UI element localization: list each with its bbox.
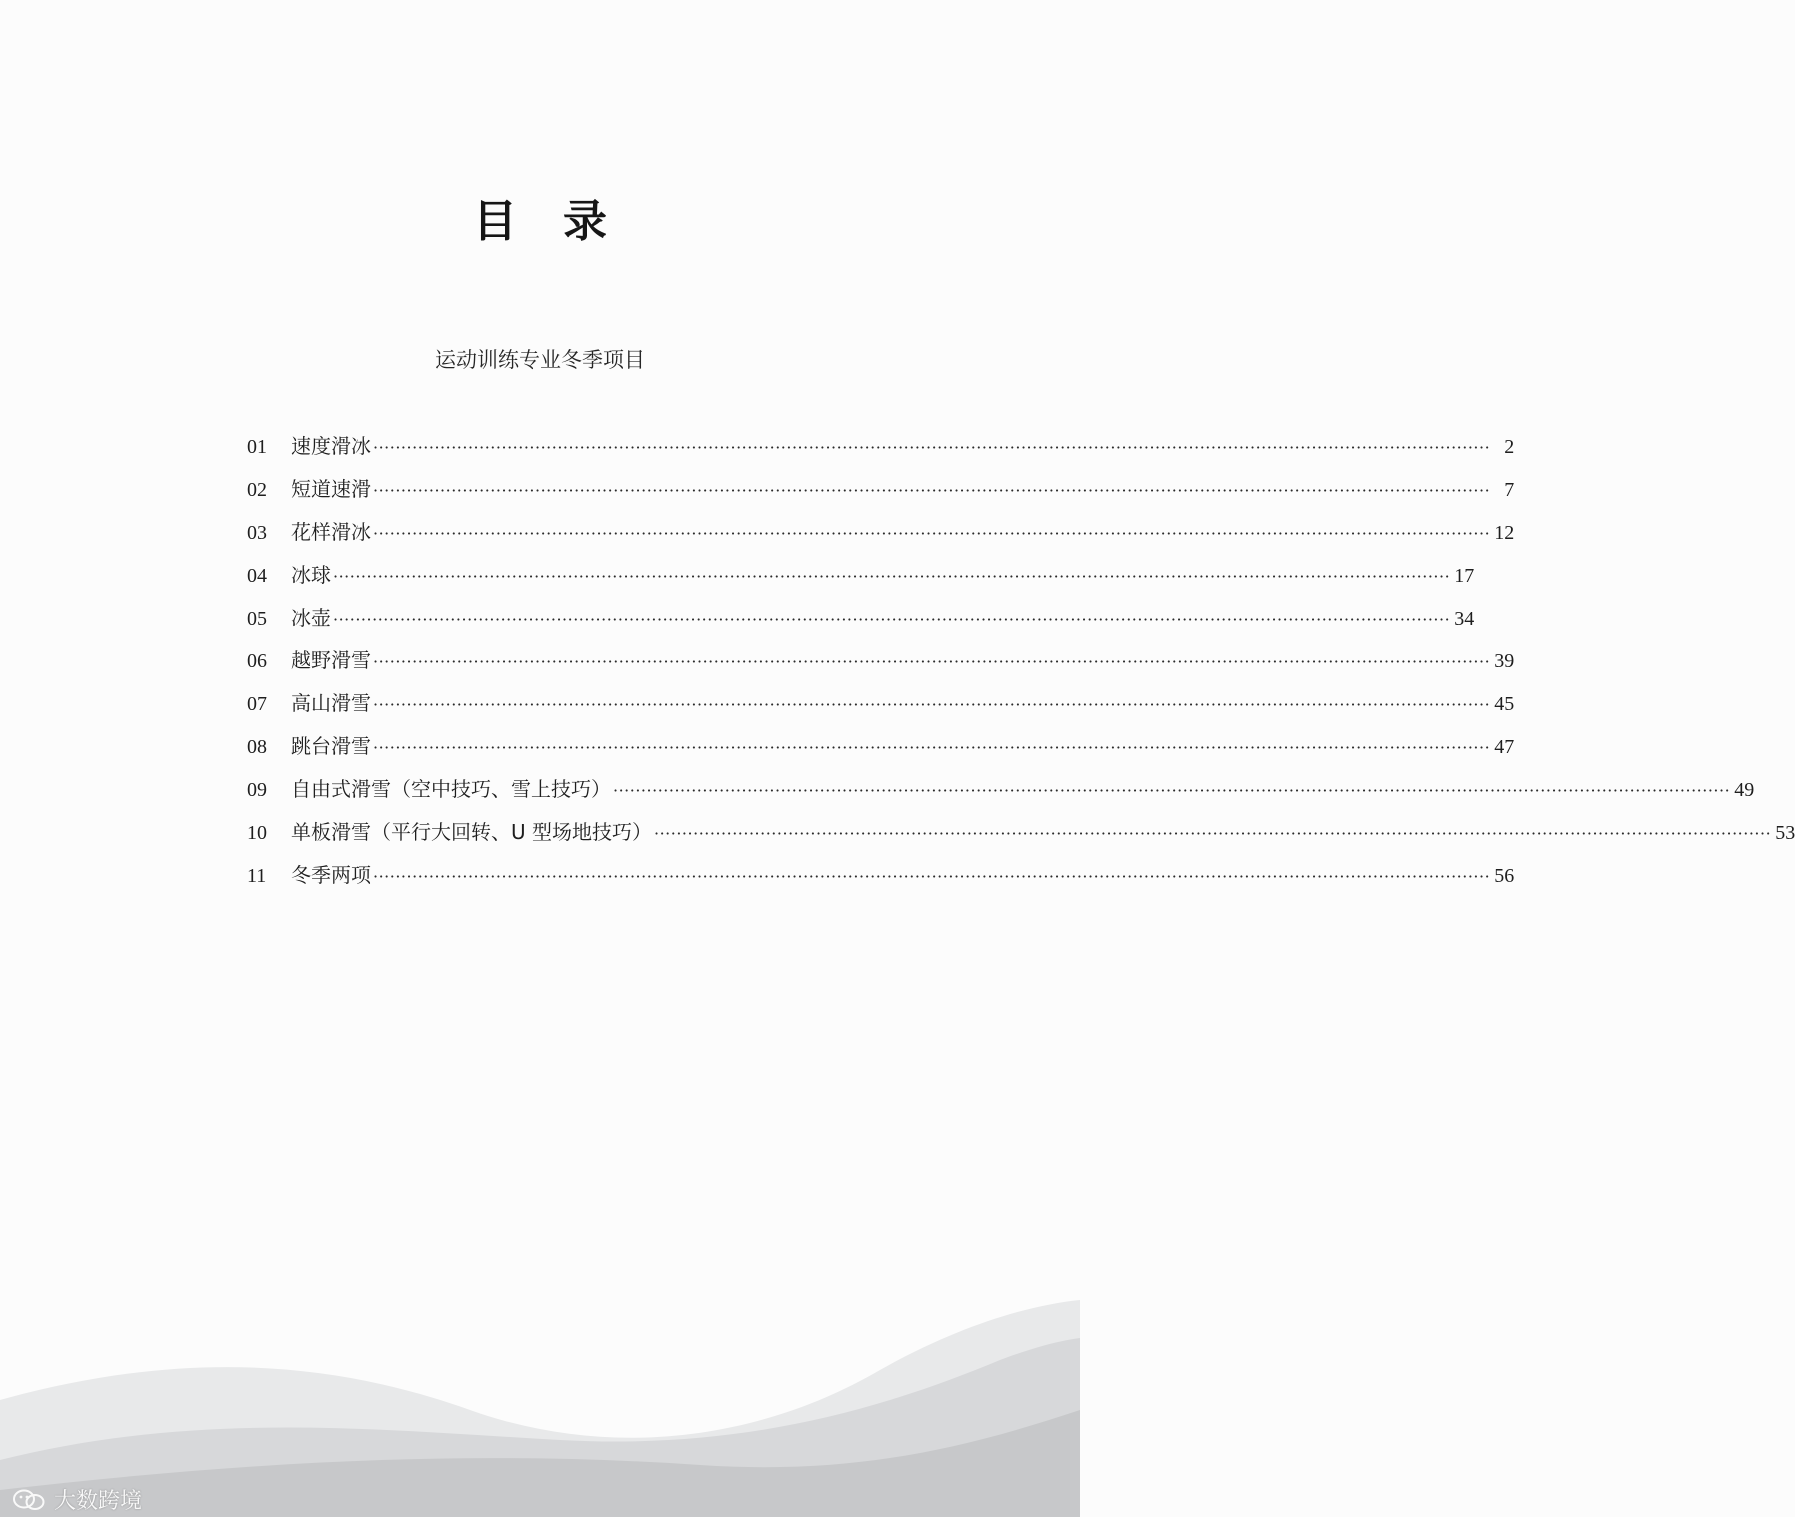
toc-leader-dots: ········································································································································································································	[373, 695, 1491, 715]
toc-entry[interactable]	[247, 811, 1795, 854]
toc-entry[interactable]	[247, 768, 1755, 811]
watermark-text: 大数跨境	[54, 1489, 143, 1514]
toc-entry-page: 49	[1734, 779, 1755, 802]
table-of-contents	[247, 425, 1795, 897]
toc-entry-number: 09	[247, 779, 267, 802]
toc-entry-page: 56	[1494, 864, 1515, 887]
page-title: 目录	[473, 196, 653, 247]
footer-wave-decoration	[0, 1290, 1080, 1517]
toc-leader-dots: ········································································································································································································	[654, 824, 1772, 844]
toc-entry-number: 06	[247, 650, 267, 673]
toc-entry-title: 高山滑雪	[291, 691, 371, 716]
toc-entry[interactable]	[247, 597, 1475, 640]
toc-entry-number: 03	[247, 521, 267, 544]
toc-entry-title: 跳台滑雪	[291, 734, 371, 759]
toc-entry-page: 39	[1494, 650, 1515, 673]
toc-entry-page: 7	[1504, 478, 1515, 501]
toc-leader-dots: ········································································································································································································	[613, 781, 1731, 801]
toc-leader-dots: ········································································································································································································	[373, 523, 1491, 543]
toc-entry[interactable]	[247, 511, 1515, 554]
toc-entry[interactable]	[247, 854, 1515, 897]
toc-entry-page: 12	[1494, 521, 1515, 544]
toc-entry[interactable]	[247, 554, 1475, 597]
toc-entry-number: 01	[247, 436, 267, 458]
toc-entry-number: 11	[247, 864, 267, 887]
toc-entry-page: 47	[1494, 736, 1515, 759]
toc-entry-number: 08	[247, 736, 267, 759]
toc-entry-title: 冰球	[291, 562, 331, 587]
toc-leader-dots: ········································································································································································································	[373, 738, 1491, 758]
toc-entry[interactable]	[247, 468, 1515, 511]
toc-entry-number: 02	[247, 478, 267, 501]
toc-leader-dots: ········································································································································································································	[373, 652, 1491, 672]
toc-entry[interactable]	[247, 639, 1515, 682]
toc-entry-title: 冰壶	[291, 605, 331, 630]
toc-entry-title: 短道速滑	[291, 476, 371, 501]
toc-entry-title: 越野滑雪	[291, 648, 371, 673]
toc-entry-page: 45	[1494, 693, 1515, 716]
toc-entry-title: 单板滑雪（平行大回转、U 型场地技巧）	[291, 820, 652, 845]
toc-leader-dots: ········································································································································································································	[373, 866, 1491, 886]
toc-entry[interactable]	[247, 725, 1515, 768]
toc-entry[interactable]	[247, 425, 1515, 468]
toc-entry[interactable]	[247, 682, 1515, 725]
toc-entry-title: 冬季两项	[291, 862, 371, 887]
toc-entry-page: 2	[1504, 436, 1515, 458]
toc-entry-number: 10	[247, 822, 267, 845]
toc-leader-dots: ········································································································································································································	[333, 566, 1451, 586]
toc-entry-number: 07	[247, 693, 267, 716]
toc-entry-page: 34	[1454, 607, 1475, 630]
toc-entry-title: 花样滑冰	[291, 519, 371, 544]
watermark	[12, 1484, 142, 1515]
toc-leader-dots: ········································································································································································································	[373, 438, 1491, 457]
toc-leader-dots: ········································································································································································································	[373, 480, 1491, 500]
toc-entry-page: 17	[1454, 564, 1475, 587]
section-heading: 运动训练专业冬季项目	[435, 348, 645, 372]
toc-leader-dots: ········································································································································································································	[333, 609, 1451, 629]
toc-entry-title: 速度滑冰	[291, 434, 371, 458]
wechat-logo-icon	[12, 1487, 46, 1513]
toc-entry-number: 05	[247, 607, 267, 630]
toc-entry-page: 53	[1775, 822, 1795, 845]
toc-entry-title: 自由式滑雪（空中技巧、雪上技巧）	[291, 777, 611, 802]
toc-entry-number: 04	[247, 564, 267, 587]
